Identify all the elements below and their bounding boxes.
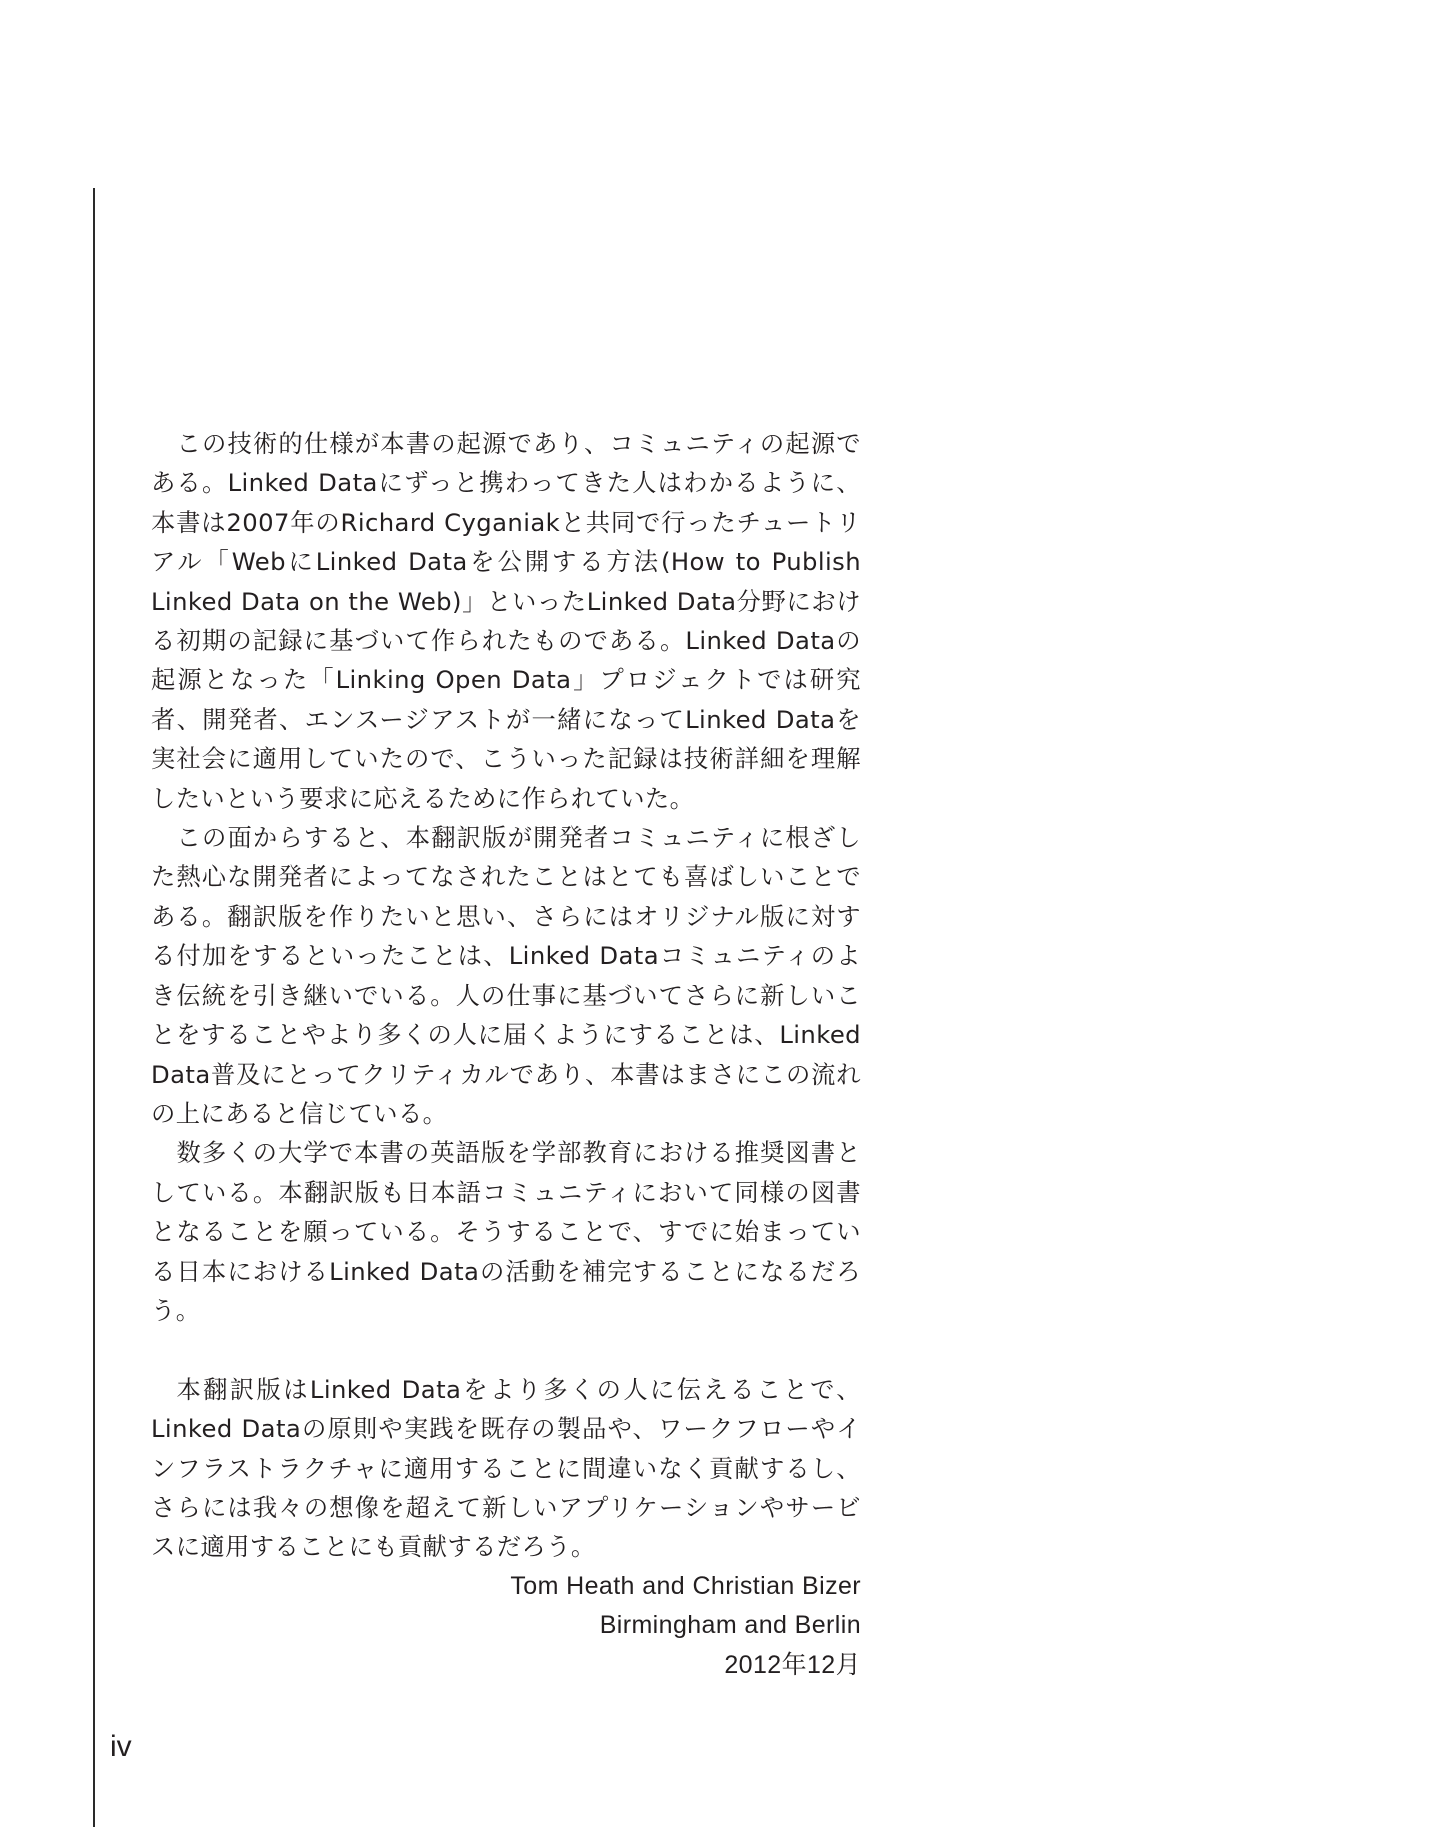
- paragraph-3: 数多くの大学で本書の英語版を学部教育における推奨図書としている。本翻訳版も日本語コミュニティにおいて同様の図書となることを願っている。そうすることで、すでに始まっている日本におけるLinked Dataの活動を補完することになるだろう。: [151, 1138, 861, 1325]
- paragraph-2: この面からすると、本翻訳版が開発者コミュニティに根ざした熱心な開発者によってなされたことはとても喜ばしいことである。翻訳版を作りたいと思い、さらにはオリジナル版に対する付加をするといったことは、Linked Dataコミュニティのよき伝統を引き継いでいる。人の仕事に基づいてさらに新しいことをすることやより多くの人に届くようにすることは、Linked Data普及にとってクリティカルであり、本書はまさにこの流れの上にあると信じている。: [151, 823, 861, 1128]
- body-text: [151, 424, 861, 1685]
- signature-authors: Tom Heath and Christian Bizer: [510, 1571, 861, 1600]
- signature-date: 2012年12月: [724, 1650, 861, 1679]
- signature-location: Birmingham and Berlin: [599, 1611, 861, 1640]
- paragraph-4: 本翻訳版はLinked Dataをより多くの人に伝えることで、Linked Dataの原則や実践を既存の製品や、ワークフローやインフラストラクチャに適用することに間違いなく貢献するし、さらには我々の想像を超えて新しいアプリケーションやサービスに適用することにも貢献するだろう。: [151, 1374, 861, 1562]
- paragraph-1: この技術的仕様が本書の起源であり、コミュニティの起源である。Linked Dataにずっと携わってきた人はわかるように、本書は2007年のRichard Cyganiakと共同で行ったチュートリアル「WebにLinked Dataを公開する方法(How to Publish Linked Data on the Web)」といったLinked Data分野における初期の記録に基づいて作られたものである。Linked Dataの起源となった「Linking Open Data」プロジェクトでは研究者、開発者、エンスージアストが一緒になってLinked Dataを実社会に適用していたので、こういった記録は技術詳細を理解したいという要求に応えるために作られていた。: [151, 429, 861, 813]
- page-number: iv: [110, 1730, 132, 1763]
- signature-block: [151, 1567, 861, 1685]
- margin-rule: [93, 188, 95, 1827]
